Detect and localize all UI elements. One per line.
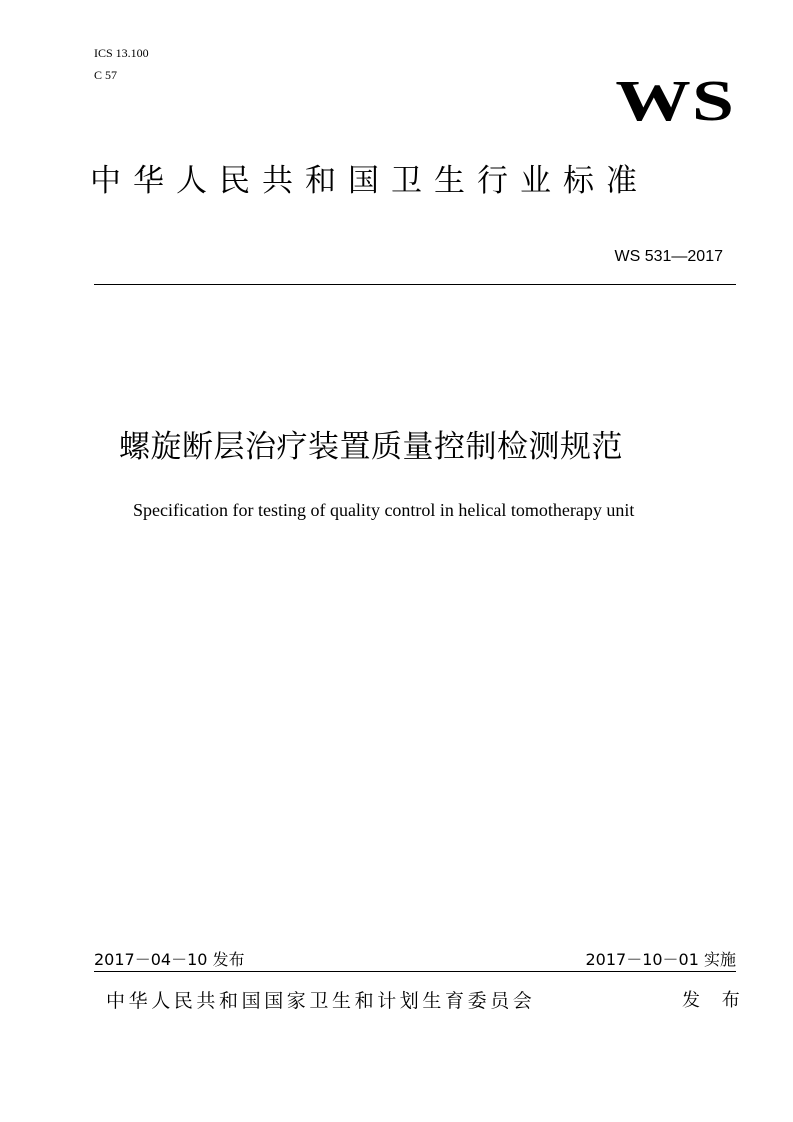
footer-divider <box>94 971 736 972</box>
implementation-date: 2017－10－01 实施 <box>585 950 736 969</box>
standard-number: WS 531—2017 <box>614 248 723 265</box>
ws-logo: WS <box>615 68 735 133</box>
ics-code: ICS 13.100 <box>94 46 149 60</box>
ccs-code: C 57 <box>94 68 118 82</box>
issuing-authority: 中华人民共和国国家卫生和计划生育委员会 <box>106 990 536 1012</box>
header-divider <box>94 284 736 285</box>
title-english: Specification for testing of quality control in helical tomotherapy unit <box>133 500 635 520</box>
title-chinese: 螺旋断层治疗装置质量控制检测规范 <box>119 429 623 465</box>
issuer-title: 中华人民共和国卫生行业标准 <box>90 163 649 199</box>
release-date: 2017－04－10 发布 <box>94 950 245 969</box>
publish-label: 发 布 <box>682 990 748 1011</box>
